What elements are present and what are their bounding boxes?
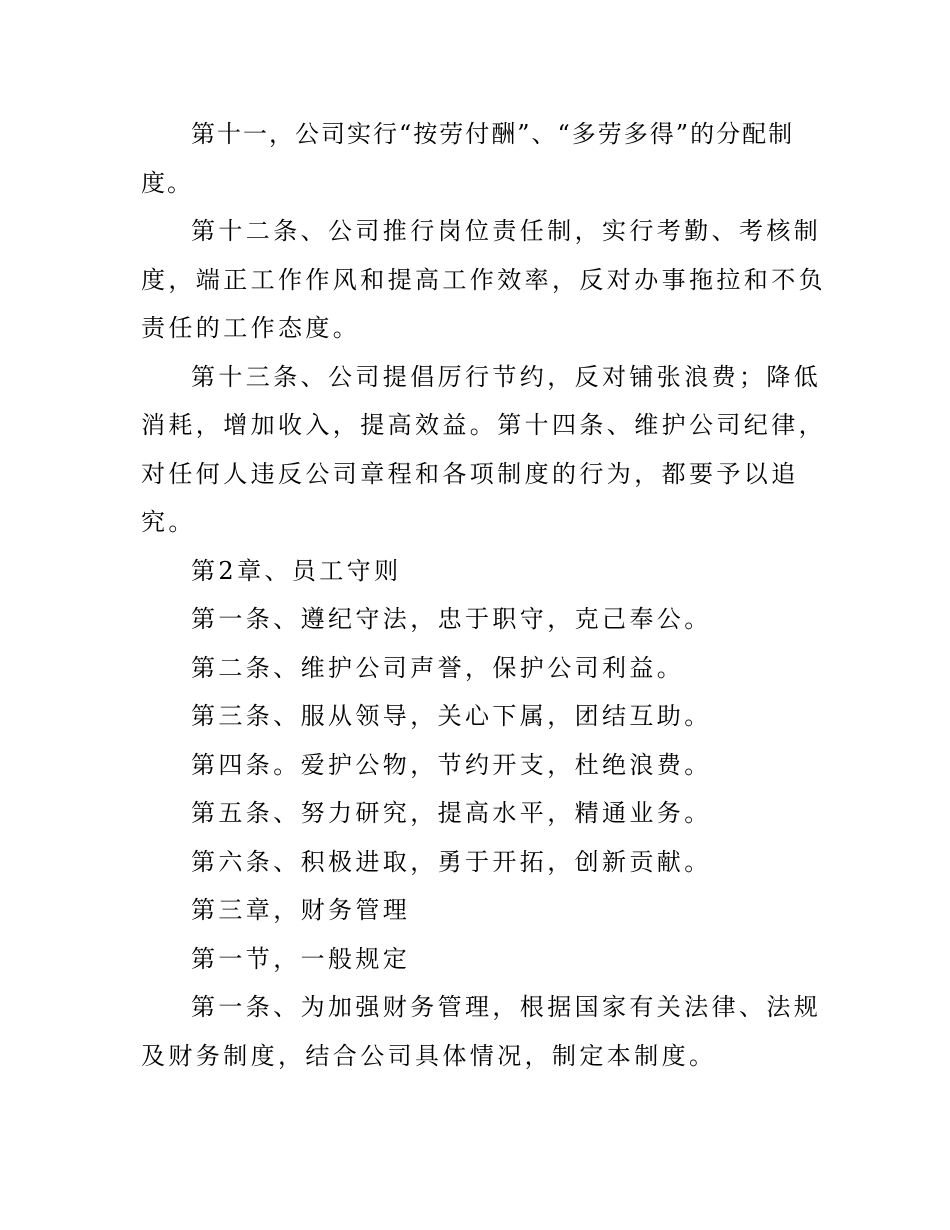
document-body (141, 110, 841, 1080)
rule-4: 第四条。爱护公物，节约开支，杜绝浪费。 (191, 750, 712, 779)
paragraph-article-13-14: 第十三条、公司提倡厉行节约，反对铺张浪费；降低消耗，增加收入，提高效益。第十四条、维护公司纪律，对任何人违反公司章程和各项制度的行为，都要予以追究。 (141, 362, 826, 536)
chapter-3-heading: 第三章，财务管理 (191, 896, 411, 924)
rule-6: 第六条、积极进取，勇于开拓，创新贡献。 (191, 847, 712, 876)
rule-2: 第二条、维护公司声誉，保护公司利益。 (191, 653, 685, 682)
finance-article-1: 第一条、为加强财务管理，根据国家有关法律、法规及财务制度，结合公司具体情况，制定本制度。 (141, 993, 822, 1070)
paragraph-article-11: 第十一，公司实行“按劳付酬”、“多劳多得”的分配制度。 (141, 120, 795, 197)
chapter-2-heading: 第2章、员工守则 (191, 556, 402, 585)
rule-5: 第五条、努力研究，提高水平，精通业务。 (191, 799, 712, 827)
section-1-heading: 第一节，一般规定 (191, 944, 411, 973)
rule-3: 第三条、服从领导，关心下属，团结互助。 (191, 702, 712, 730)
paragraph-article-12: 第十二条、公司推行岗位责任制，实行考勤、考核制度，端正工作作风和提高工作效率，反对办事拖拉和不负责任的工作态度。 (141, 217, 826, 342)
rule-1: 第一条、遵纪守法，忠于职守，克己奉公。 (191, 605, 712, 633)
